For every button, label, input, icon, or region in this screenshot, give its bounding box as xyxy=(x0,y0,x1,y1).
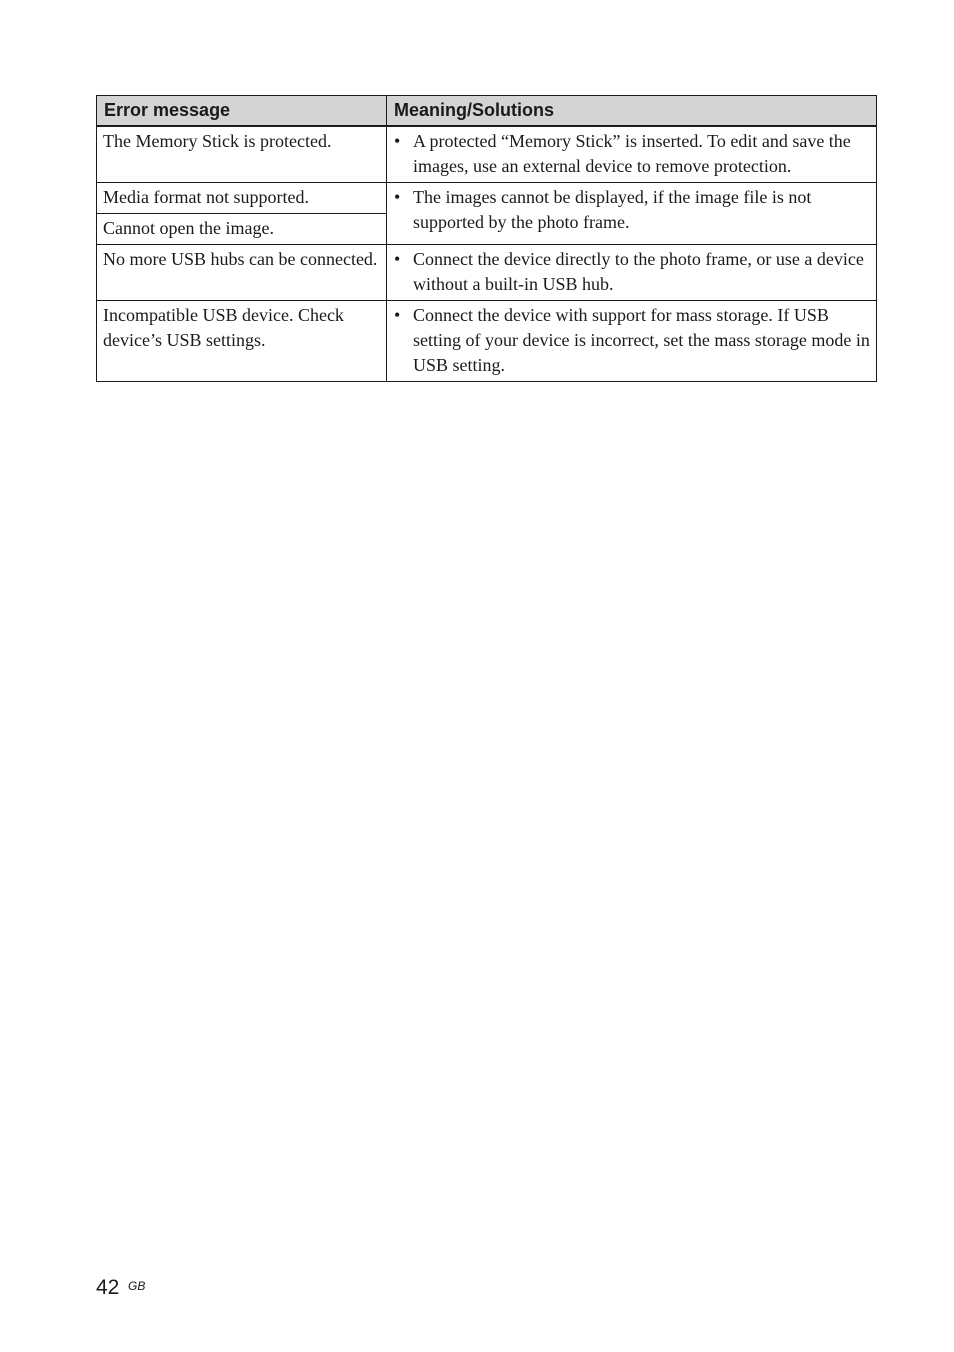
bullet-glyph: • xyxy=(394,305,401,325)
error-message-cell: Cannot open the image. xyxy=(97,214,387,245)
solution-text: Connect the device directly to the photo frame, or use a device without a built-in USB hub. xyxy=(413,249,864,294)
bullet-glyph: • xyxy=(394,131,401,151)
solution-cell xyxy=(387,126,877,183)
error-message-cell: Incompatible USB device. Check device’s USB settings. xyxy=(97,301,387,382)
table-row xyxy=(97,126,877,183)
column-header-error-message: Error message xyxy=(97,96,387,127)
region-code: GB xyxy=(128,1279,146,1293)
solution-text: The images cannot be displayed, if the image file is not supported by the photo frame. xyxy=(413,187,812,232)
bullet-glyph: • xyxy=(394,187,401,207)
table-row xyxy=(97,301,877,382)
error-message-cell: Media format not supported. xyxy=(97,183,387,214)
solution-bullet-item xyxy=(393,129,870,179)
solution-text: Connect the device with support for mass storage. If USB setting of your device is incorrect, set the mass storage mode in USB setting. xyxy=(413,305,870,375)
solution-cell xyxy=(387,183,877,245)
error-message-table xyxy=(96,95,877,382)
bullet-glyph: • xyxy=(394,249,401,269)
column-header-meaning-solutions: Meaning/Solutions xyxy=(387,96,877,127)
table-header-row xyxy=(97,96,877,127)
table-row xyxy=(97,183,877,214)
table-row xyxy=(97,245,877,301)
error-message-cell: The Memory Stick is protected. xyxy=(97,126,387,183)
solution-bullet-item xyxy=(393,185,870,235)
solution-bullet-item xyxy=(393,247,870,297)
solution-cell xyxy=(387,301,877,382)
error-message-cell: No more USB hubs can be connected. xyxy=(97,245,387,301)
solution-bullet-item xyxy=(393,303,870,378)
solution-cell xyxy=(387,245,877,301)
page-number: 42 xyxy=(96,1276,120,1299)
solution-text: A protected “Memory Stick” is inserted. To edit and save the images, use an external device to remove protection. xyxy=(413,131,851,176)
